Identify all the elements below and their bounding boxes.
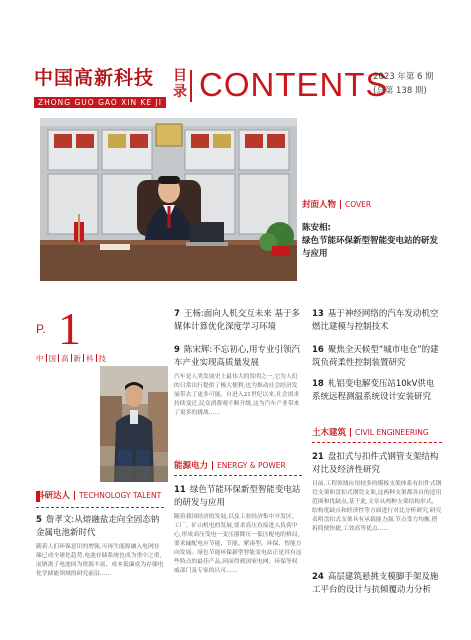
entry-title: 王杨:面向人机交互未来 基于多媒体计算优化深度学习环境: [174, 309, 300, 332]
toc-entry[interactable]: [174, 308, 302, 334]
cover-article-title[interactable]: [302, 222, 442, 261]
entry-number: 5: [36, 515, 42, 525]
page-char: 科: [86, 354, 94, 363]
header-divider: [190, 70, 192, 102]
civil-section-sep: [350, 428, 351, 437]
entry-title: 高层建筑悬挑支模脚手架及施工平台的设计与抗倾覆动力分析: [312, 572, 439, 595]
toc-entry[interactable]: [312, 308, 442, 334]
cover-section-en: COVER: [345, 199, 372, 209]
toc-entry[interactable]: [36, 514, 164, 579]
page-char: 技: [98, 354, 106, 363]
tech-talent-cn: 科研达人: [36, 491, 71, 501]
entry-title: 詹孝文:从熔融盐走向全固态钠金属电池新时代: [36, 515, 160, 538]
energy-section: [174, 459, 286, 471]
tech-talent-sep: [74, 491, 75, 500]
cover-person-title: 陈安相:: [302, 223, 331, 233]
tech-talent-section: [36, 489, 161, 501]
civil-section-en: CIVIL ENGINEERING: [355, 427, 429, 437]
page-char: 中: [36, 354, 44, 363]
entry-summary: 随着我国经济的发展,以及工业经济集中开发区、工厂、矿山机电的发展,要求高压直接进入负荷中心,形成高压受电一变压器降压一低压配电的格局,要求输配电应节能、节能、紧凑型、环保、智能方向发展。绿色节能环保新型智能变电站正是其有这些特点的最佳产品,因而得到国家电网、环保等权威部门及专家的认可……: [174, 514, 302, 574]
civil-section-cn: 土木建筑: [312, 428, 347, 438]
toc-entry[interactable]: [174, 344, 302, 418]
entry-summary: 目前,工程领域应用较多的模板支架体系有扣件式钢管支架和盘扣式钢管支架,这两种支架都各自的适用范围和优缺点,基于此,文章从两种支架结构形式、结构优缺点和经济性等方面进行对比分析研究,研究表明盘扣式支架具有承载能力强,节点受力均衡,搭拆简便快捷,工效高等优点……: [312, 481, 442, 532]
issue-info: [373, 70, 434, 98]
entry-number: 13: [312, 309, 324, 319]
entry-title: 盘扣式与扣件式钢管支架结构对比及经济性研究: [312, 452, 439, 475]
entry-number: 24: [312, 572, 324, 582]
page-label: P.: [36, 322, 46, 336]
portrait-photo: [100, 366, 168, 482]
entry-number: 21: [312, 452, 324, 462]
energy-section-en: ENERGY & POWER: [217, 460, 286, 470]
toc-entry[interactable]: [174, 484, 302, 576]
cover-section-sep: [340, 200, 341, 209]
cover-section-tag: [302, 198, 442, 210]
masthead-en: ZHONG GUO GAO XIN KE JI: [34, 97, 166, 108]
entry-number: 7: [174, 309, 180, 319]
mulu-label: 目录: [173, 68, 187, 100]
cover-section-cn: 封面人物: [302, 200, 337, 210]
page-char: 高: [61, 354, 69, 363]
divider-line: [36, 507, 164, 508]
entry-title: 聚焦全天候型“城市电仓”的建筑负荷柔性控制装置研究: [312, 345, 439, 368]
entry-number: 11: [174, 485, 186, 495]
page-char: 国: [48, 354, 56, 363]
energy-section-cn: 能源电力: [174, 461, 209, 471]
cover-title-text: 绿色节能环保新型智能变电站的研发与应用: [302, 236, 439, 259]
entry-title: 札铝变电解变压站10kV供电系统远程测温系统设计安装研究: [312, 379, 435, 402]
entry-title: 绿色节能环保新型智能变电站的研发与应用: [174, 485, 301, 508]
entry-summary: 随着人们环保意识的增强,可再生能源融入电网存储已成全球化趋势,电池存储系统也成为重中之重,而钠离子电池因为资源丰富、成本低廉成为存储电化学储能领域的研究前沿……: [36, 544, 164, 577]
entry-summary: 汽车是人类发展史上最伟大的发明之一,它为人们的日常出行提供了极大便利,也为推动社会经济发展带去了更多可能。自进入21世纪以来,社会需求持续变迁,民众消费观不断升级,这为汽车产业带来了更多的挑战……: [174, 374, 300, 416]
cover-photo: [40, 118, 297, 281]
issue-line1: 2023 年第 6 期: [373, 72, 434, 82]
toc-entry[interactable]: [312, 344, 442, 370]
toc-entry[interactable]: [312, 571, 442, 597]
entry-title: 陈宋辉:不忘初心,用专业引领汽车产业实现高质量发展: [174, 345, 300, 368]
portrait-illustration: [100, 366, 168, 482]
issue-line2: (总第 138 期): [373, 86, 427, 96]
page-char: 新: [73, 354, 81, 363]
entry-number: 9: [174, 345, 180, 355]
entry-number: 16: [312, 345, 324, 355]
masthead-cn: 中国高新科技: [34, 67, 155, 89]
cover-meta: [302, 198, 442, 261]
cover-photo-illustration: [40, 118, 297, 281]
tech-talent-en: TECHNOLOGY TALENT: [79, 490, 162, 500]
page-chars: [36, 353, 106, 364]
entry-number: 18: [312, 379, 324, 389]
toc-entry[interactable]: [312, 378, 442, 404]
divider-line: [312, 442, 442, 443]
divider-line: [174, 475, 302, 476]
entry-title: 基于神经网络的汽车发动机空燃比建模与控制技术: [312, 309, 439, 332]
masthead-logo: [34, 66, 166, 106]
energy-section-sep: [212, 461, 213, 470]
page-number: 1: [58, 303, 81, 354]
toc-entry[interactable]: [312, 451, 442, 534]
contents-title: CONTENTS: [199, 66, 389, 103]
civil-section: [312, 426, 429, 438]
